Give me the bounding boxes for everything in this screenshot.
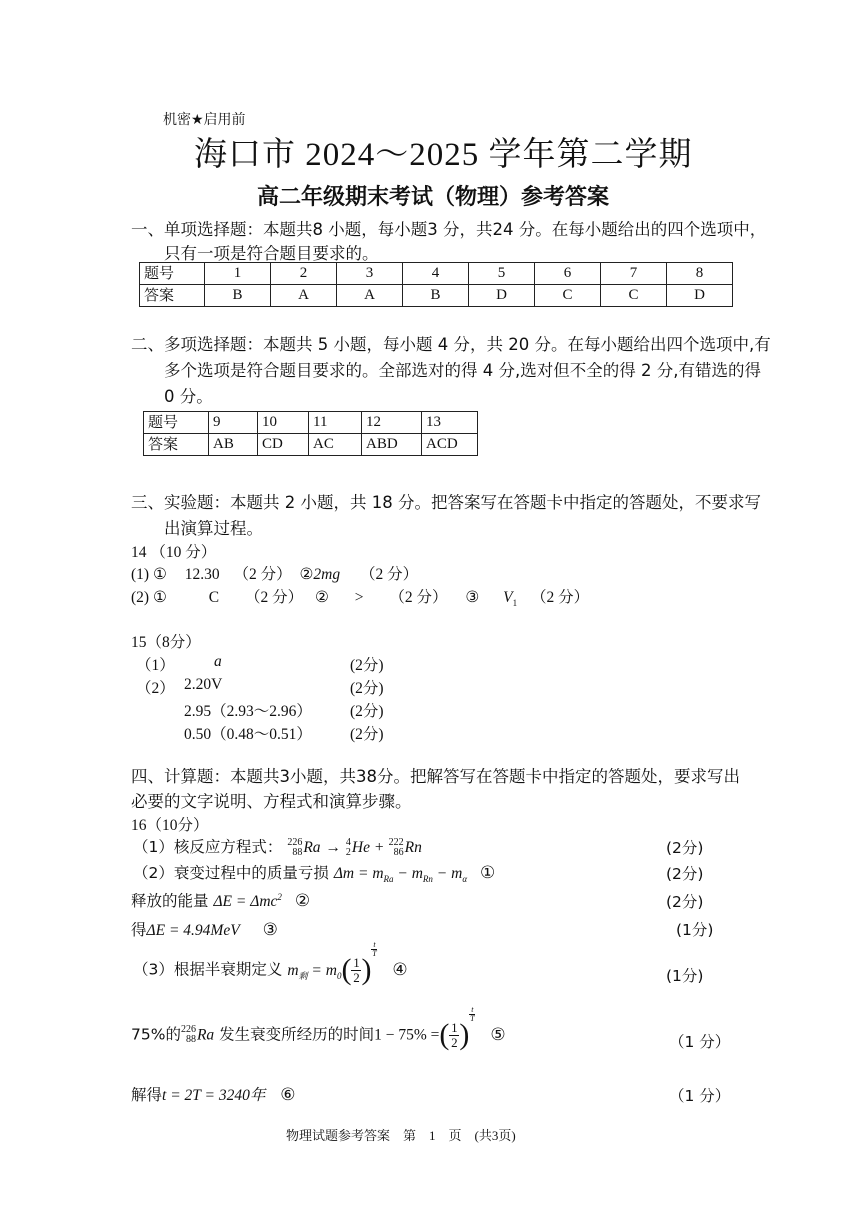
equation [333,865,468,885]
q16-score-2: (2分) [666,865,704,883]
table-cell: 11 [309,412,362,434]
numerator: t [471,1005,474,1014]
mass-number: 226 [180,1024,196,1035]
table-header-cell: 题号 [140,263,205,285]
table-cell: 1 [205,263,271,285]
eq-sub: 0 [336,970,342,981]
answer-index: ② [299,566,314,583]
table-cell: D [469,285,535,307]
paren-close: ) [459,1018,470,1051]
atomic-number: 88 [185,1034,196,1045]
equation [287,962,341,979]
table-header-cell: 答案 [144,434,209,456]
eq-sub: Rn [422,874,433,885]
numerator: 1 [451,1019,458,1035]
step-marker: ④ [392,959,408,980]
section2-answer-table [143,411,478,456]
step-marker: ⑤ [490,1024,506,1045]
answer-score: （2 分） [389,589,448,606]
q15-val-2: 2.20V [184,676,223,693]
table-cell: 13 [422,412,478,434]
line-text: 释放的能量 [131,892,209,910]
q16-line7 [131,1083,296,1105]
atomic-number: 88 [292,846,303,858]
q15-val-4: 0.50（0.48～0.51） [184,726,312,743]
table-cell: C [601,285,667,307]
answer-index: (1) ① [131,566,167,583]
table-cell: A [271,285,337,307]
eq-sub: α [462,874,468,885]
equation [213,893,281,910]
plus-sign: + [374,839,384,856]
table-cell: 7 [601,263,667,285]
q14-line2 [131,585,589,608]
denominator: 2 [451,1034,458,1050]
table-cell: ACD [422,434,478,456]
eq-part: − m [432,865,463,882]
answer-score: （2 分） [359,566,419,583]
answer-value: C [208,589,220,606]
atomic-number: 2 [345,846,351,858]
line-text: 解得 [131,1086,163,1104]
line-text: 发生衰变所经历的时间 [219,1025,375,1044]
step-marker: ③ [262,920,278,940]
q14-line1 [131,562,418,584]
q16-score-6: （1 分） [669,1033,731,1051]
q16-line4 [131,918,278,940]
q15-title: 15（8分） [131,634,201,651]
mass-number: 4 [345,836,351,848]
nuclide-symbol: Rn [404,839,422,856]
line-text: 75%的 [131,1025,181,1044]
confidential-label: 机密★启用前 [163,112,246,128]
answer-value: V [503,589,513,606]
nuclide-numbers [346,838,351,858]
table-cell: 5 [469,263,535,285]
section4-heading: 四、计算题：本题共3小题，共38分。把解答写在答题卡中指定的答题处，要求写出必要的文字说明、方程式和演算步骤。 [131,767,740,811]
q16-title: 16（10分） [131,817,209,834]
table-row [140,263,733,285]
q15-idx-2: （2） [136,680,175,697]
exponent [371,941,377,958]
table-row [140,285,733,307]
line-text: （3）根据半衰期定义 [133,960,283,979]
q16-score-7: （1 分） [669,1087,731,1105]
q16-score-3: (2分) [666,893,704,911]
table-cell: 3 [337,263,403,285]
answer-value: > [354,589,364,606]
q16-score-1: (2分) [666,839,704,857]
table-cell: 8 [667,263,733,285]
atomic-number: 86 [393,846,404,858]
eq-part: = m [307,961,337,979]
table-cell: ABD [362,434,422,456]
numerator: 1 [353,954,360,970]
answer-index: ③ [465,589,480,606]
eq-sup: 2 [277,891,282,902]
eq-part: ΔE = Δmc [213,893,278,910]
equation: 1 − 75% = [374,1026,440,1044]
equation: t = 2T = 3240年 [162,1087,266,1104]
table-cell: AB [209,434,258,456]
answer-value: 12.30 [184,566,220,583]
line-text: 得 [131,921,147,939]
table-row [144,434,478,456]
table-cell: 9 [209,412,258,434]
step-marker: ① [480,863,496,883]
table-row [144,412,478,434]
table-cell: B [205,285,271,307]
section2-heading: 二、多项选择题：本题共 5 小题，每小题 4 分，共 20 分。在每小题给出四个选项中,有多个选项是符合题目要求的。全部选对的得 4 分,选对但不全的得 2 分,有错选的得 0 分。 [131,335,771,406]
table-cell: D [667,285,733,307]
arrow: → [325,839,341,856]
section3-heading: 三、实验题：本题共 2 小题，共 18 分。把答案写在答题卡中指定的答题处，不要求写出演算过程。 [131,493,761,538]
table-cell: A [337,285,403,307]
q16-score-4: (1分) [676,921,714,939]
answer-score: （2 分） [244,589,304,606]
table-cell: AC [309,434,362,456]
page-title: 海口市 2024～2025 学年第二学期 [194,137,693,173]
q16-score-5: (1分) [666,967,704,985]
mass-number: 222 [388,836,404,848]
eq-part: Δm = m [333,865,384,882]
mass-number: 226 [287,836,303,848]
page-footer: 物理试题参考答案 第 1 页 (共3页) [286,1128,516,1143]
step-marker: ⑥ [280,1085,296,1105]
q16-line3 [131,889,310,911]
answer-value: 2mg [313,566,341,583]
answer-subscript: 1 [512,598,518,609]
table-header-cell: 题号 [144,412,209,434]
eq-part: m [287,961,299,979]
section1-answer-table [139,262,733,307]
table-cell: 10 [258,412,309,434]
page-subtitle: 高二年级期末考试（物理）参考答案 [257,185,610,210]
q15-idx-1: （1） [136,657,175,674]
eq-sub: Ra [383,874,394,885]
table-cell: B [403,285,469,307]
equation: ΔE = 4.94MeV [146,922,240,939]
q15-score-2: (2分) [350,680,384,697]
table-cell: 6 [535,263,601,285]
nuclide-symbol: Ra [196,1026,215,1044]
answer-score: （2 分） [233,566,292,583]
denominator: 2 [353,969,360,985]
answer-index: ② [314,589,329,606]
nuclide-symbol: Ra [303,839,321,856]
q15-score-4: (2分) [350,726,384,743]
q15-val-1: a [214,653,222,670]
line-text: （2）衰变过程中的质量亏损 [133,864,329,882]
nuclide-numbers [389,838,404,858]
nuclide-numbers [287,838,302,858]
q16-line5 [133,940,408,987]
table-cell: C [535,285,601,307]
step-marker: ② [294,891,311,911]
q15-score-1: (2分) [350,657,384,674]
denominator: T [372,949,377,958]
denominator: T [470,1014,475,1023]
eq-part: − m [393,865,423,882]
q16-line6 [131,1005,506,1052]
line-text: （1）核反应方程式： [133,838,283,856]
paren-open: ( [439,1018,450,1051]
paren-open: ( [341,953,352,986]
q14-title: 14 （10 分） [131,544,217,561]
fraction [351,956,361,985]
table-header-cell: 答案 [140,285,205,307]
table-cell: 2 [271,263,337,285]
section1-heading: 一、单项选择题：本题共8 小题，每小题3 分，共24 分。在每小题给出的四个选项中，只有一项是符合题目要求的。 [131,220,767,263]
q15-score-3: (2分) [350,703,384,720]
exponent [469,1006,475,1023]
q16-line1 [133,835,422,858]
table-cell: CD [258,434,309,456]
answer-score: （2 分） [531,589,590,606]
table-cell: 12 [362,412,422,434]
eq-sub: 剩 [298,970,308,981]
q15-val-3: 2.95（2.93～2.96） [184,703,312,720]
fraction [449,1021,459,1050]
nuclide-symbol: He [351,839,370,856]
q16-line2 [133,861,495,884]
numerator: t [373,940,376,949]
table-cell: 4 [403,263,469,285]
nuclide-numbers [181,1025,196,1045]
answer-index: (2) ① [131,589,167,606]
paren-close: ) [361,953,372,986]
